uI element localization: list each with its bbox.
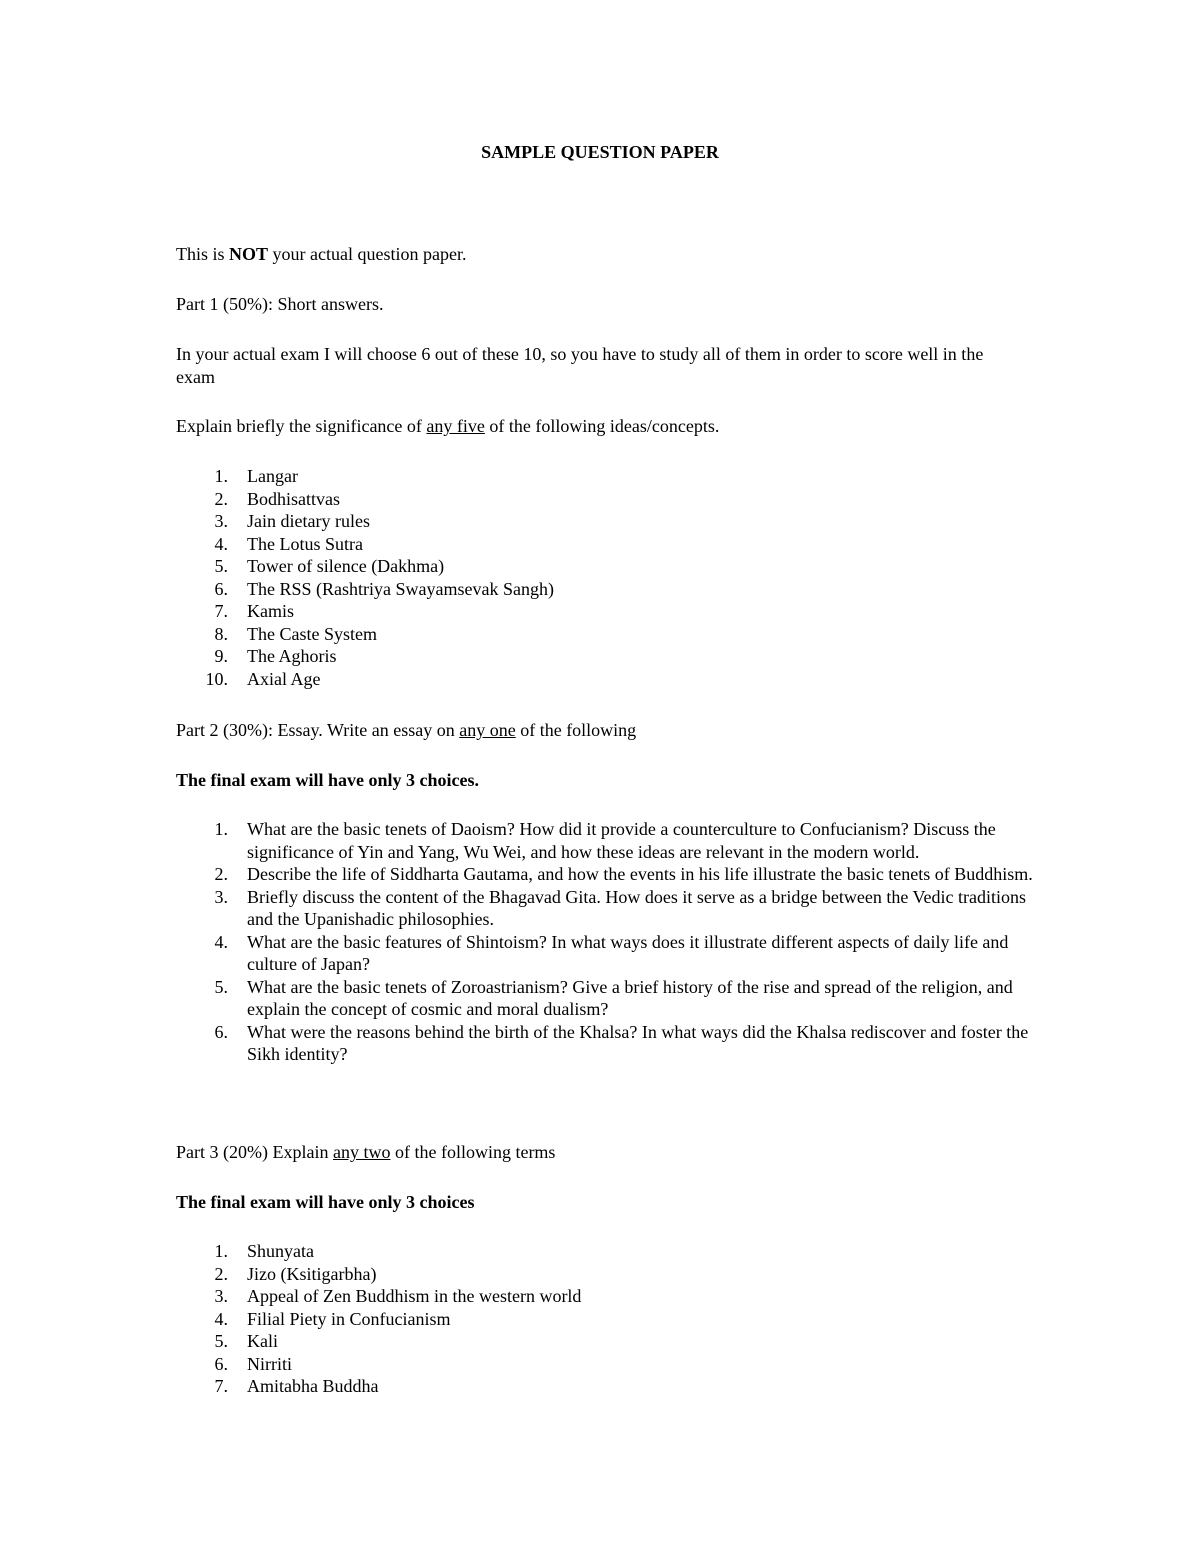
part3-heading-underlined: any two bbox=[332, 1142, 391, 1162]
list-item-text: Filial Piety in Confucianism bbox=[247, 1308, 451, 1329]
list-item-text: What are the basic tenets of Zoroastrianism? Give a brief history of the rise and spread of the religion, and explain the concept of cosmic and moral dualism? bbox=[247, 976, 1013, 1019]
part1-instruction bbox=[176, 415, 1036, 438]
part3-heading-prefix: Part 3 (20%) Explain bbox=[176, 1142, 333, 1162]
list-item-number: 4. bbox=[214, 931, 228, 952]
part2-note: The final exam will have only 3 choices. bbox=[176, 770, 479, 790]
part2-heading-suffix: of the following bbox=[515, 720, 637, 740]
list-item-text: Appeal of Zen Buddhism in the western world bbox=[247, 1286, 582, 1306]
list-item-text: Tower of silence (Dakhma) bbox=[247, 556, 445, 576]
list-item-number: 9. bbox=[214, 646, 228, 666]
list-item-text: What were the reasons behind the birth of the Khalsa? In what ways did the Khalsa rediscover and foster the Sikh identity? bbox=[247, 1021, 1029, 1064]
list-item bbox=[176, 1263, 1036, 1286]
list-item-number: 3. bbox=[214, 511, 228, 531]
part3-heading-suffix: of the following terms bbox=[390, 1142, 556, 1162]
intro-line bbox=[176, 243, 1036, 266]
part2-heading-prefix: Part 2 (30%): Essay. Write an essay on bbox=[176, 720, 460, 740]
part3-note: The final exam will have only 3 choices bbox=[176, 1192, 475, 1212]
list-item bbox=[176, 976, 1036, 1021]
list-item bbox=[176, 1330, 1036, 1353]
list-item-text: Axial Age bbox=[247, 668, 321, 689]
list-item-text: Jizo (Ksitigarbha) bbox=[247, 1263, 377, 1284]
list-item-number: 2. bbox=[214, 1263, 228, 1284]
part1-instruction-underlined: any five bbox=[426, 416, 485, 436]
part1-instruction-suffix: of the following ideas/concepts. bbox=[484, 416, 720, 436]
part2-heading bbox=[176, 719, 1036, 742]
list-item-text: The Aghoris bbox=[247, 646, 337, 666]
list-item-text: Langar bbox=[247, 466, 298, 486]
list-item-number: 8. bbox=[214, 623, 228, 644]
list-item-number: 2. bbox=[214, 488, 228, 509]
list-item bbox=[176, 555, 1036, 578]
list-item bbox=[176, 931, 1036, 976]
part1-note: In your actual exam I will choose 6 out of these 10, so you have to study all of them in order to score well in the exam bbox=[176, 344, 984, 387]
part1-list bbox=[176, 465, 1036, 690]
list-item-number: 6. bbox=[214, 1353, 228, 1374]
list-item-number: 1. bbox=[214, 819, 228, 839]
list-item-text: Briefly discuss the content of the Bhagavad Gita. How does it serve as a bridge between the Vedic traditions and the Upanishadic philosophies. bbox=[247, 886, 1026, 929]
list-item bbox=[176, 1353, 1036, 1376]
list-item bbox=[176, 533, 1036, 556]
list-item bbox=[176, 510, 1036, 533]
part2-list bbox=[176, 818, 1036, 1066]
part3-list bbox=[176, 1240, 1036, 1398]
list-item-text: Bodhisattvas bbox=[247, 488, 340, 509]
list-item-text: Shunyata bbox=[247, 1241, 314, 1261]
list-item-number: 5. bbox=[214, 1331, 228, 1351]
intro-emphasis: NOT bbox=[229, 244, 269, 264]
list-item-number: 5. bbox=[214, 556, 228, 576]
list-item bbox=[176, 818, 1036, 863]
list-item-text: What are the basic features of Shintoism? In what ways does it illustrate different aspects of daily life and culture of Japan? bbox=[247, 931, 1009, 974]
list-item-text: What are the basic tenets of Daoism? How did it provide a counterculture to Confucianism? Discuss the significance of Yin and Yang, Wu Wei, and how these ideas are relevant in the modern world. bbox=[247, 819, 996, 862]
list-item-number: 6. bbox=[214, 578, 228, 599]
list-item-text: The RSS (Rashtriya Swayamsevak Sangh) bbox=[247, 578, 554, 599]
list-item bbox=[176, 1285, 1036, 1308]
list-item-number: 6. bbox=[214, 1021, 228, 1042]
page-title: SAMPLE QUESTION PAPER bbox=[481, 142, 719, 162]
list-item-text: Describe the life of Siddharta Gautama, and how the events in his life illustrate the basic tenets of Buddhism. bbox=[247, 864, 1033, 884]
list-item-number: 5. bbox=[214, 976, 228, 997]
list-item-number: 3. bbox=[214, 886, 228, 907]
list-item bbox=[176, 488, 1036, 511]
intro-suffix: your actual question paper. bbox=[268, 244, 467, 264]
part2-heading-underlined: any one bbox=[459, 720, 516, 740]
part1-instruction-prefix: Explain briefly the significance of bbox=[176, 416, 427, 436]
list-item-text: Nirriti bbox=[247, 1353, 292, 1374]
list-item-number: 2. bbox=[214, 864, 228, 884]
list-item-number: 3. bbox=[214, 1286, 228, 1306]
list-item bbox=[176, 645, 1036, 668]
list-item bbox=[176, 578, 1036, 601]
list-item bbox=[176, 623, 1036, 646]
list-item-text: Kamis bbox=[247, 601, 294, 621]
list-item-text: Jain dietary rules bbox=[247, 511, 370, 531]
list-item-text: The Caste System bbox=[247, 623, 377, 644]
list-item-number: 4. bbox=[214, 1308, 228, 1329]
list-item-text: Kali bbox=[247, 1331, 278, 1351]
list-item bbox=[176, 1240, 1036, 1263]
list-item-number: 10. bbox=[205, 668, 228, 689]
list-item bbox=[176, 1021, 1036, 1066]
intro-prefix: This is bbox=[176, 244, 230, 264]
list-item-number: 4. bbox=[214, 533, 228, 554]
list-item-number: 1. bbox=[214, 1241, 228, 1261]
list-item bbox=[176, 1308, 1036, 1331]
list-item-text: The Lotus Sutra bbox=[247, 533, 363, 554]
part3-heading bbox=[176, 1141, 1036, 1164]
list-item-text: Amitabha Buddha bbox=[247, 1376, 379, 1396]
list-item bbox=[176, 465, 1036, 488]
list-item bbox=[176, 886, 1036, 931]
list-item bbox=[176, 863, 1036, 886]
list-item bbox=[176, 1375, 1036, 1398]
part1-heading: Part 1 (50%): Short answers. bbox=[176, 294, 384, 314]
list-item-number: 7. bbox=[214, 601, 228, 621]
list-item bbox=[176, 668, 1036, 691]
list-item-number: 7. bbox=[214, 1376, 228, 1396]
list-item-number: 1. bbox=[214, 466, 228, 486]
list-item bbox=[176, 600, 1036, 623]
